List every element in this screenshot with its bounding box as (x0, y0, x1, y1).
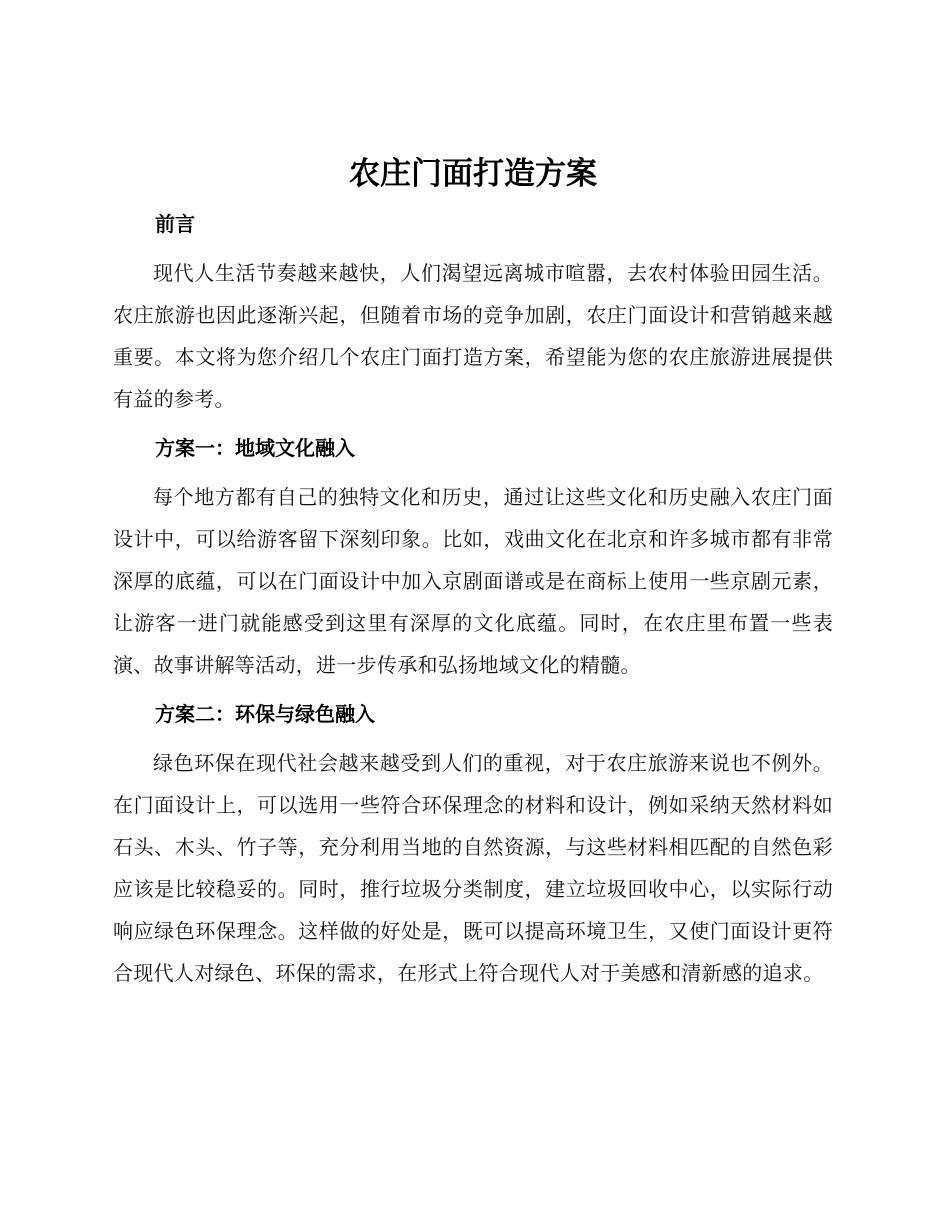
section-paragraph-plan-one: 每个地方都有自己的独特文化和历史，通过让这些文化和历史融入农庄门面设计中，可以给游客留下深刻印象。比如，戏曲文化在北京和许多城市都有非常深厚的底蕴，可以在门面设计中加入京剧面谱或是在商标上使用一些京剧元素，让游客一进门就能感受到这里有深厚的文化底蕴。同时，在农庄里布置一些表演、故事讲解等活动，进一步传承和弘扬地域文化的精髓。 (113, 485, 833, 677)
section-heading-plan-two: 方案二：环保与绿色融入 (155, 702, 375, 726)
document-body (113, 152, 833, 1004)
section-paragraph-preface: 现代人生活节奏越来越快，人们渴望远离城市喧嚣，去农村体验田园生活。农庄旅游也因此逐渐兴起，但随着市场的竞争加剧，农庄门面设计和营销越来越重要。本文将为您介绍几个农庄门面打造方案，希望能为您的农庄旅游进展提供有益的参考。 (113, 261, 833, 411)
document-title: 农庄门面打造方案 (349, 156, 597, 192)
section-heading-preface: 前言 (155, 212, 195, 236)
section-preface (113, 206, 833, 420)
section-plan-one (113, 430, 833, 686)
section-heading-plan-one: 方案一：地域文化融入 (155, 436, 355, 460)
section-paragraph-plan-two: 绿色环保在现代社会越来越受到人们的重视，对于农庄旅游来说也不例外。在门面设计上，可以选用一些符合环保理念的材料和设计，例如采纳天然材料如石头、木头、竹子等，充分利用当地的自然资源，与这些材料相匹配的自然色彩应该是比较稳妥的。同时，推行垃圾分类制度，建立垃圾回收中心，以实际行动响应绿色环保理念。这样做的好处是，既可以提高环境卫生，又使门面设计更符合现代人对绿色、环保的需求，在形式上符合现代人对于美感和清新感的追求。 (113, 751, 833, 985)
section-plan-two (113, 696, 833, 994)
